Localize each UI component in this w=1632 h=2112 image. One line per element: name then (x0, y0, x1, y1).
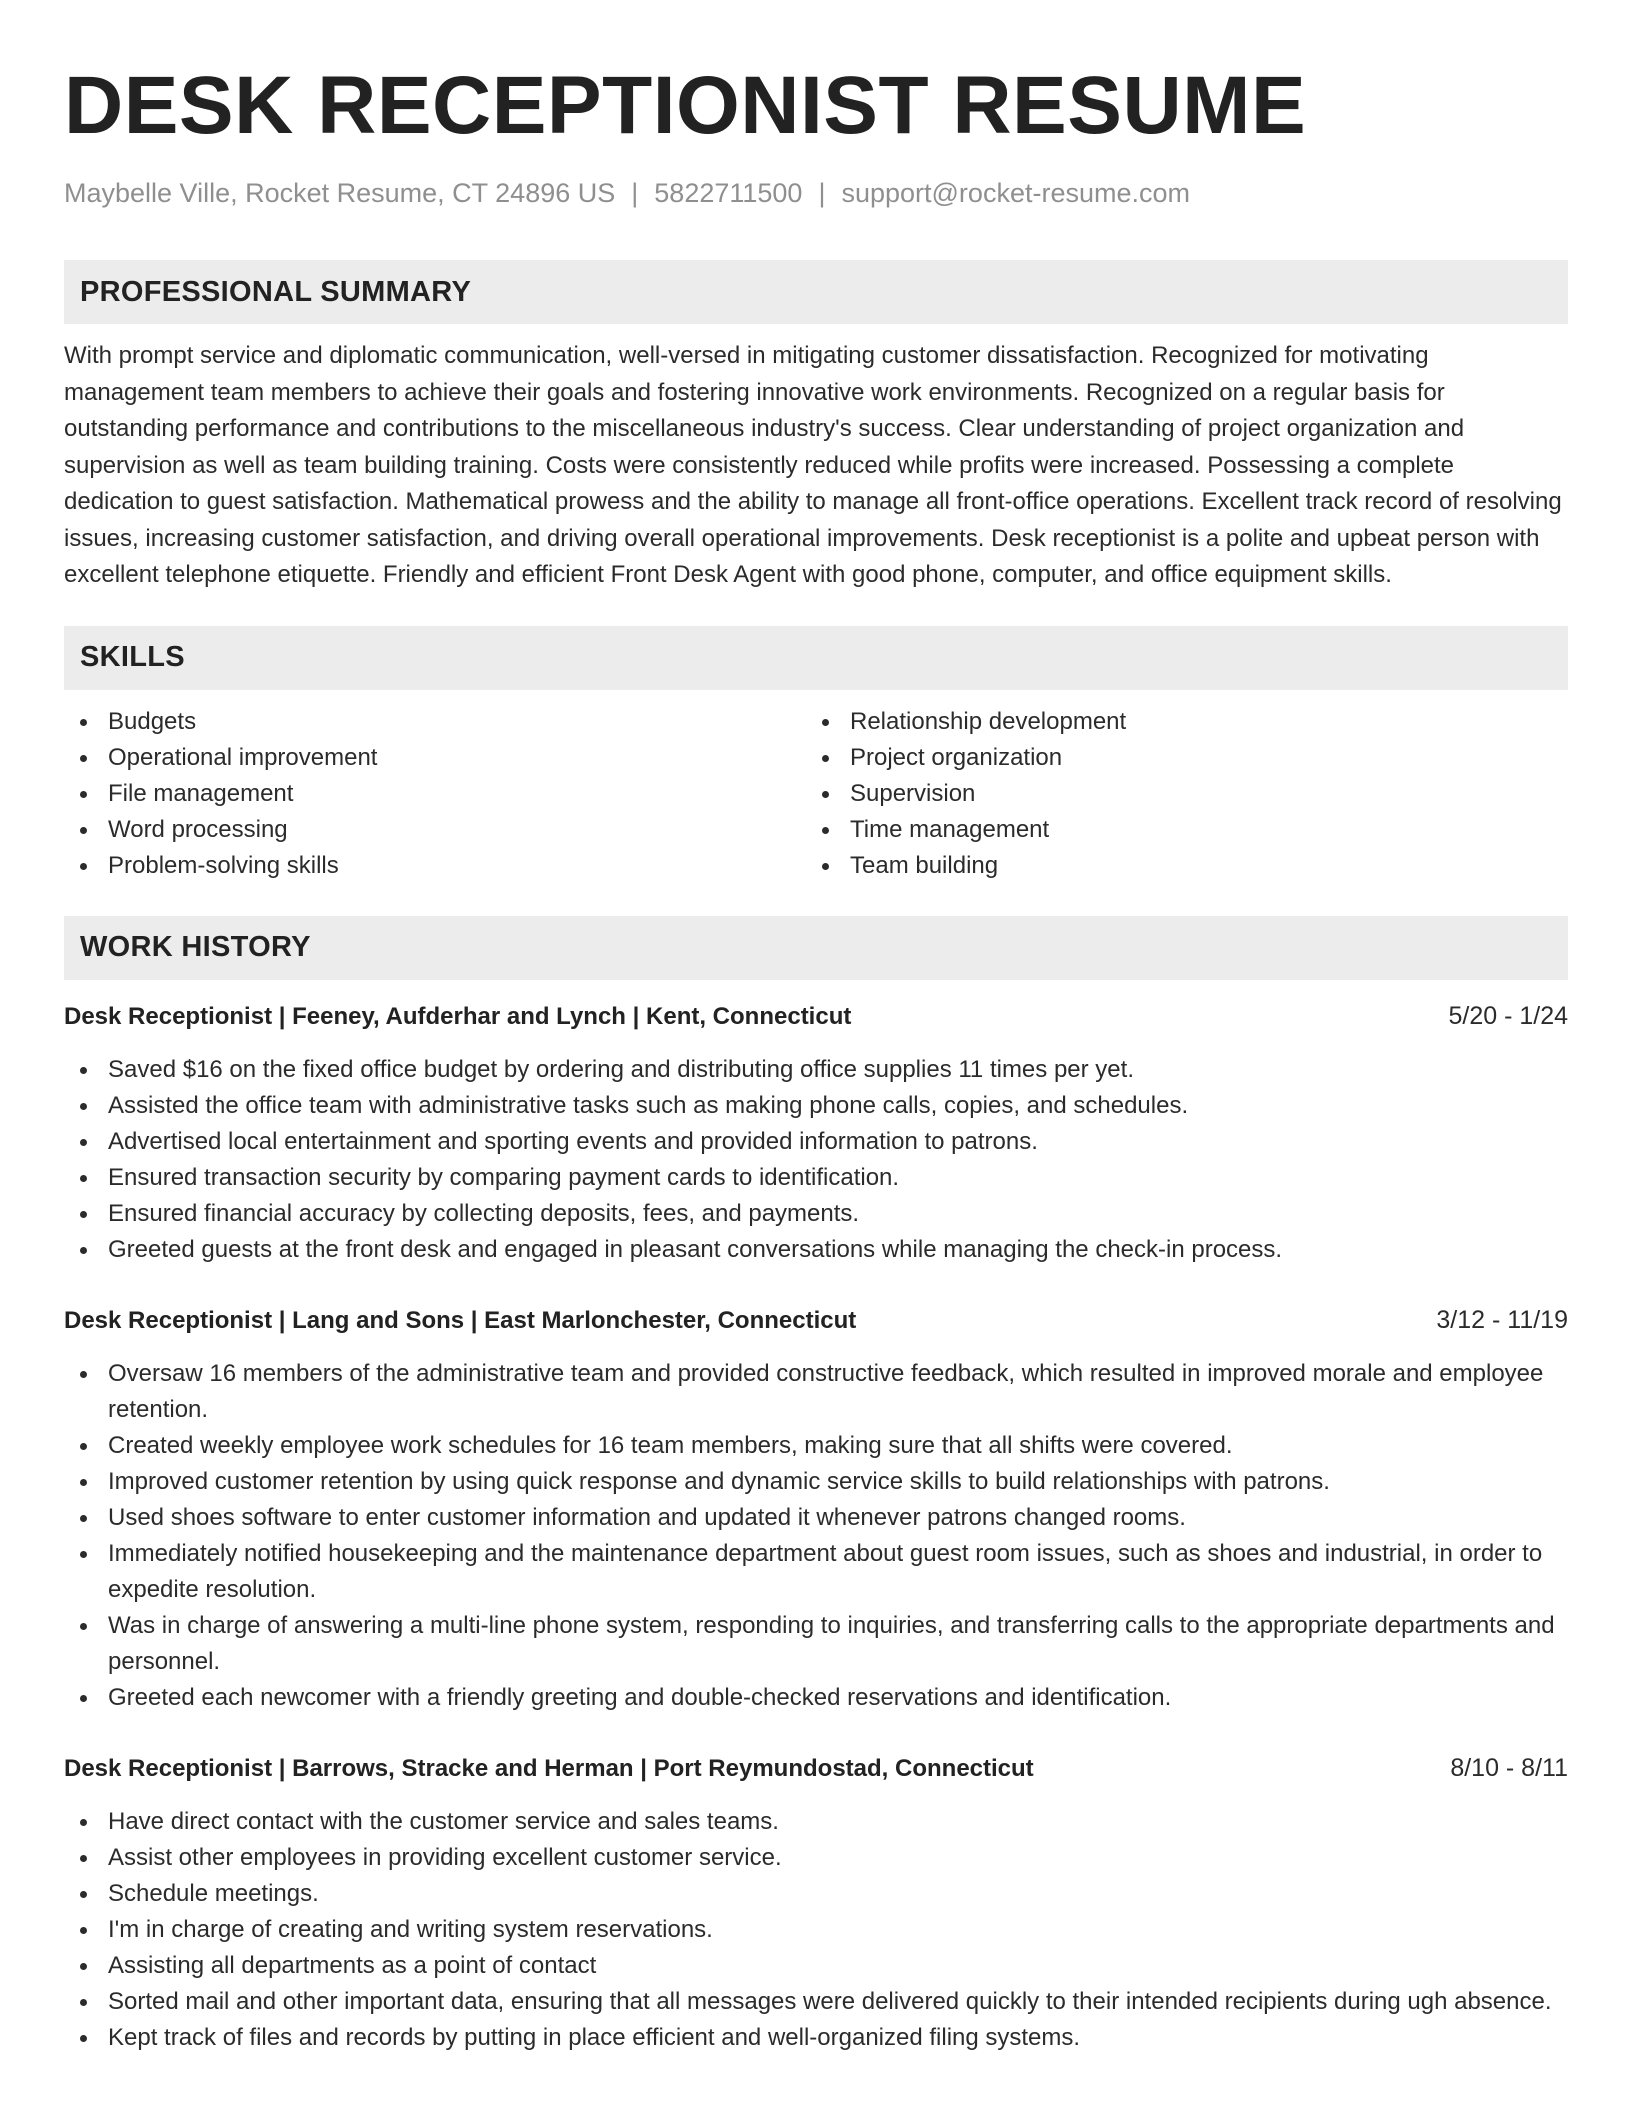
job-duty (64, 1428, 1568, 1464)
skills-column-right (806, 704, 1548, 884)
skill-label: Relationship development (850, 707, 1127, 735)
job-duty (64, 1948, 1568, 1984)
bullet-icon (80, 1515, 87, 1522)
bullet-icon (80, 1139, 87, 1146)
job-duty (64, 1088, 1568, 1124)
bullet-icon (80, 863, 87, 870)
bullet-icon (80, 1855, 87, 1862)
job-duty-text: Ensured transaction security by comparing payment cards to identification. (108, 1163, 900, 1191)
job-duties-list (64, 1804, 1568, 2056)
skills-column-left (64, 704, 806, 884)
job-duty-text: Schedule meetings. (108, 1879, 319, 1907)
contact-phone: 5822711500 (654, 178, 803, 208)
bullet-icon (80, 719, 87, 726)
skill-label: File management (108, 779, 294, 807)
job-duties-list (64, 1052, 1568, 1268)
job-duty (64, 2020, 1568, 2056)
bullet-icon (822, 719, 829, 726)
job-duty (64, 1876, 1568, 1912)
bullet-icon (80, 1891, 87, 1898)
job-duty-text: I'm in charge of creating and writing system reservations. (108, 1915, 713, 1943)
bullet-icon (80, 827, 87, 834)
job-header (64, 1302, 1568, 1339)
resume-title: DESK RECEPTIONIST RESUME (64, 60, 1307, 151)
bullet-icon (80, 1371, 87, 1378)
skill-label: Problem-solving skills (108, 851, 339, 879)
section-header-summary: PROFESSIONAL SUMMARY (64, 260, 1568, 324)
skill-label: Operational improvement (108, 743, 378, 771)
bullet-icon (80, 1211, 87, 1218)
bullet-icon (80, 755, 87, 762)
job-dates: 8/10 - 8/11 (1450, 1753, 1568, 1782)
job-duty-text: Used shoes software to enter customer information and updated it whenever patrons changed rooms. (108, 1503, 1186, 1531)
job-header (64, 1750, 1568, 1787)
bullet-icon (80, 1067, 87, 1074)
skill-item (64, 704, 806, 740)
bullet-icon (80, 1623, 87, 1630)
job-duty (64, 1608, 1568, 1680)
job-duty (64, 1464, 1568, 1500)
job-duty (64, 1052, 1568, 1088)
job-entry (64, 1750, 1568, 2056)
skill-item (64, 740, 806, 776)
contact-separator: | (631, 178, 639, 208)
job-duty (64, 1536, 1568, 1608)
job-dates: 5/20 - 1/24 (1448, 1001, 1568, 1030)
job-entry (64, 1302, 1568, 1716)
job-duty-text: Assisting all departments as a point of contact (108, 1951, 597, 1979)
bullet-icon (80, 1999, 87, 2006)
bullet-icon (822, 863, 829, 870)
job-duty (64, 1232, 1568, 1268)
bullet-icon (80, 1103, 87, 1110)
bullet-icon (80, 1963, 87, 1970)
job-header (64, 998, 1568, 1035)
job-title: Desk Receptionist | Lang and Sons | East Marlonchester, Connecticut (64, 1306, 857, 1334)
skill-label: Word processing (108, 815, 288, 843)
skill-item (806, 848, 1548, 884)
bullet-icon (80, 1695, 87, 1702)
summary-text: With prompt service and diplomatic communication, well-versed in mitigating customer dissatisfaction. Recognized for motivating management team members to achieve their goals and fostering innovative work environments. Recognized on a regular basis for outstanding performance and contributions to the miscellaneous industry's success. Clear understanding of project organization and supervision as well as team building training. Costs were consistently reduced while profits were increased. Possessing a complete dedication to guest satisfaction. Mathematical prowess and the ability to manage all front-office operations. Excellent track record of resolving issues, increasing customer satisfaction, and driving overall operational improvements. Desk receptionist is a polite and upbeat person with excellent telephone etiquette. Friendly and efficient Front Desk Agent with good phone, computer, and office equipment skills. (64, 342, 1562, 588)
contact-email: support@rocket-resume.com (841, 178, 1190, 208)
skill-item (806, 740, 1548, 776)
job-duty (64, 1356, 1568, 1428)
job-duties-list (64, 1356, 1568, 1716)
job-dates: 3/12 - 11/19 (1436, 1305, 1568, 1334)
skills-list (64, 704, 1568, 884)
bullet-icon (80, 1443, 87, 1450)
job-duty (64, 1912, 1568, 1948)
skill-label: Team building (850, 851, 999, 879)
job-duty-text: Oversaw 16 members of the administrative team and provided constructive feedback, which resulted in improved morale and employee retention. (108, 1359, 1544, 1423)
job-title: Desk Receptionist | Feeney, Aufderhar and Lynch | Kent, Connecticut (64, 1002, 852, 1030)
job-duty-text: Greeted guests at the front desk and engaged in pleasant conversations while managing the check-in process. (108, 1235, 1283, 1263)
job-duty-text: Advertised local entertainment and sporting events and provided information to patrons. (108, 1127, 1038, 1155)
bullet-icon (80, 1927, 87, 1934)
job-duty-text: Kept track of files and records by putting in place efficient and well-organized filing systems. (108, 2023, 1081, 2051)
job-duty-text: Assisted the office team with administrative tasks such as making phone calls, copies, and schedules. (108, 1091, 1189, 1119)
bullet-icon (80, 1551, 87, 1558)
job-duty (64, 1680, 1568, 1716)
bullet-icon (80, 1247, 87, 1254)
bullet-icon (822, 791, 829, 798)
job-duty-text: Was in charge of answering a multi-line phone system, responding to inquiries, and transferring calls to the appropriate departments and personnel. (108, 1611, 1555, 1675)
job-duty (64, 1840, 1568, 1876)
contact-line (64, 176, 1568, 210)
job-duty-text: Created weekly employee work schedules for 16 team members, making sure that all shifts were covered. (108, 1431, 1233, 1459)
bullet-icon (80, 1175, 87, 1182)
job-duty-text: Sorted mail and other important data, ensuring that all messages were delivered quickly to their intended recipients during ugh absence. (108, 1987, 1552, 2015)
job-duty-text: Greeted each newcomer with a friendly greeting and double-checked reservations and identification. (108, 1683, 1172, 1711)
bullet-icon (80, 1479, 87, 1486)
skill-item (806, 776, 1548, 812)
job-duty (64, 1124, 1568, 1160)
skill-label: Budgets (108, 707, 197, 735)
bullet-icon (80, 791, 87, 798)
skill-label: Project organization (850, 743, 1063, 771)
resume-page (64, 0, 1568, 2056)
job-duty (64, 1804, 1568, 1840)
job-duty-text: Immediately notified housekeeping and the maintenance department about guest room issues, such as shoes and industrial, in order to expedite resolution. (108, 1539, 1543, 1603)
section-header-work-history: WORK HISTORY (64, 916, 1568, 980)
job-duty (64, 1500, 1568, 1536)
skill-label: Time management (850, 815, 1050, 843)
job-duty-text: Assist other employees in providing excellent customer service. (108, 1843, 782, 1871)
job-duty-text: Have direct contact with the customer service and sales teams. (108, 1807, 779, 1835)
job-duty (64, 1160, 1568, 1196)
job-duty (64, 1196, 1568, 1232)
bullet-icon (822, 755, 829, 762)
skill-item (64, 812, 806, 848)
skill-item (806, 812, 1548, 848)
job-entry (64, 998, 1568, 1268)
job-duty-text: Saved $16 on the fixed office budget by ordering and distributing office supplies 11 times per yet. (108, 1055, 1134, 1083)
bullet-icon (822, 827, 829, 834)
job-duty-text: Improved customer retention by using quick response and dynamic service skills to build relationships with patrons. (108, 1467, 1330, 1495)
skill-item (64, 776, 806, 812)
skill-item (64, 848, 806, 884)
job-title: Desk Receptionist | Barrows, Stracke and Herman | Port Reymundostad, Connecticut (64, 1754, 1034, 1782)
section-header-skills: SKILLS (64, 626, 1568, 690)
contact-separator: | (818, 178, 826, 208)
contact-address: Maybelle Ville, Rocket Resume, CT 24896 US (64, 178, 616, 208)
bullet-icon (80, 1819, 87, 1826)
job-duty (64, 1984, 1568, 2020)
bullet-icon (80, 2035, 87, 2042)
skill-label: Supervision (850, 779, 976, 807)
skill-item (806, 704, 1548, 740)
job-duty-text: Ensured financial accuracy by collecting deposits, fees, and payments. (108, 1199, 860, 1227)
